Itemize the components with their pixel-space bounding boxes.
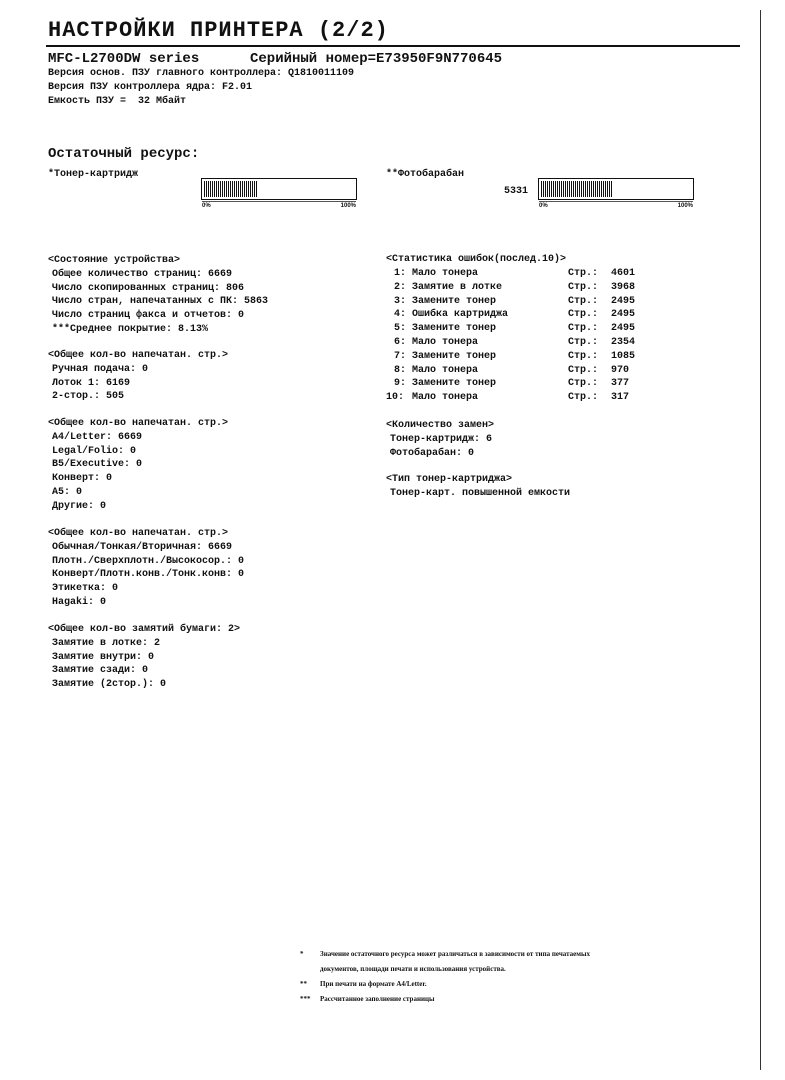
stat-line: Фотобарабан: 0	[390, 447, 475, 459]
stat-line: Тонер-карт. повышенной емкости	[390, 487, 571, 499]
error-name: Замените тонер	[412, 350, 497, 362]
error-name: Замените тонер	[412, 295, 497, 307]
error-name: Мало тонера	[412, 364, 479, 376]
page-label: Стр.:	[568, 378, 599, 390]
footnote-mark: *	[300, 950, 304, 958]
error-index: 7:	[394, 350, 407, 362]
footnote-mark: **	[300, 980, 307, 988]
error-index: 9:	[394, 378, 407, 390]
section-heading: <Общее кол-во замятий бумаги: 2>	[48, 624, 241, 635]
stat-line: Замятие сзади: 0	[52, 665, 149, 677]
stat-line: Тонер-картридж: 6	[390, 433, 493, 445]
model-name: MFC-L2700DW series	[48, 51, 200, 67]
error-page: 2354	[611, 336, 636, 348]
error-page: 1085	[611, 350, 636, 362]
error-page: 970	[611, 364, 630, 376]
error-name: Замятие в лотке	[412, 281, 503, 293]
error-page: 3968	[611, 281, 636, 293]
drum-scale-max: 100%	[677, 203, 693, 209]
printed-by-media-section	[48, 527, 244, 610]
stat-line: Конверт/Плотн.конв./Тонк.конв: 0	[52, 569, 245, 581]
stat-line: Замятие (2стор.): 0	[52, 679, 167, 691]
section-heading: <Состояние устройства>	[48, 255, 181, 266]
page-label: Стр.:	[568, 281, 599, 293]
error-name: Замените тонер	[412, 323, 497, 335]
footnote-mark: ***	[300, 995, 311, 1003]
error-name: Мало тонера	[412, 392, 479, 404]
footnote-text: Рассчитанное заполнение страницы	[320, 995, 435, 1003]
section-heading: <Количество замен>	[386, 420, 495, 431]
page-label: Стр.:	[568, 392, 599, 404]
page-label: Стр.:	[568, 364, 599, 376]
replacements-section	[386, 419, 494, 460]
drum-scale-line	[539, 201, 693, 202]
paper-jams-section	[48, 623, 240, 692]
stat-line: Плотн./Сверхплотн./Высокосор.: 0	[52, 555, 245, 567]
toner-scale-max: 100%	[340, 203, 356, 209]
remaining-heading: Остаточный ресурс:	[48, 146, 200, 162]
error-page: 2495	[611, 309, 636, 321]
error-name: Мало тонера	[412, 336, 479, 348]
error-name: Замените тонер	[412, 378, 497, 390]
title-divider	[46, 45, 740, 47]
page-label: Стр.:	[568, 309, 599, 321]
error-page: 4601	[611, 268, 636, 279]
page-right-edge	[760, 10, 761, 1070]
drum-gauge-fill	[541, 181, 612, 197]
error-page: 317	[611, 392, 630, 404]
device-status-section	[48, 254, 268, 337]
drum-scale-min: 0%	[539, 203, 548, 209]
stat-line: Legal/Folio: 0	[52, 445, 137, 457]
section-heading: <Общее кол-во напечатан. стр.>	[48, 350, 229, 361]
memory-size: Емкость ПЗУ = 32 Мбайт	[48, 96, 187, 107]
page-label: Стр.:	[568, 323, 599, 335]
stat-line: Лоток 1: 6169	[52, 377, 131, 389]
page-label: Стр.:	[568, 336, 599, 348]
page-label: Стр.:	[568, 295, 599, 307]
error-stats-heading: <Статистика ошибок(послед.10)>	[386, 254, 567, 265]
footnote-text: При печати на формате A4/Letter.	[320, 980, 427, 988]
toner-scale-line	[202, 201, 356, 202]
stat-line: ***Среднее покрытие: 8.13%	[52, 323, 209, 335]
error-page: 377	[611, 378, 630, 390]
stat-line: Общее количество страниц: 6669	[52, 268, 233, 280]
section-heading: <Тип тонер-картриджа>	[386, 474, 513, 485]
error-index: 5:	[394, 323, 407, 335]
error-index: 2:	[394, 281, 407, 293]
page-title: НАСТРОЙКИ ПРИНТЕРА (2/2)	[48, 18, 389, 43]
printed-by-size-section	[48, 417, 228, 514]
error-index: 4:	[394, 309, 407, 321]
stat-line: Число стран, напечатанных с ПК: 5863	[52, 296, 269, 308]
toner-type-section	[386, 473, 570, 501]
page-label: Стр.:	[568, 350, 599, 362]
toner-label: *Тонер-картридж	[48, 169, 139, 180]
toner-gauge-fill	[204, 181, 257, 197]
stat-line: Hagaki: 0	[52, 596, 107, 608]
stat-line: Конверт: 0	[52, 473, 113, 485]
stat-line: Замятие внутри: 0	[52, 651, 155, 663]
section-heading: <Общее кол-во напечатан. стр.>	[48, 528, 229, 539]
error-page: 2495	[611, 323, 636, 335]
error-index: 6:	[394, 336, 407, 348]
stat-line: A4/Letter: 6669	[52, 431, 143, 443]
stat-line: Этикетка: 0	[52, 583, 119, 595]
stat-line: Другие: 0	[52, 500, 107, 512]
stat-line: Замятие в лотке: 2	[52, 637, 161, 649]
error-name: Мало тонера	[412, 268, 479, 279]
stat-line: Обычная/Тонкая/Вторичная: 6669	[52, 541, 233, 553]
drum-count: 5331	[504, 186, 529, 197]
serial-number: Серийный номер=E73950F9N770645	[250, 51, 503, 67]
stat-line: Ручная подача: 0	[52, 363, 149, 375]
printed-by-source-section	[48, 349, 228, 404]
footnote-text: Значение остаточного ресурса может различаться в зависимости от типа печатаемых	[320, 950, 590, 958]
stat-line: A5: 0	[52, 486, 83, 498]
footnote-text: документов, площади печати и использования устройства.	[320, 965, 506, 973]
drum-gauge	[538, 178, 694, 209]
page-label: Стр.:	[568, 268, 599, 279]
error-page: 2495	[611, 295, 636, 307]
stat-line: B5/Executive: 0	[52, 459, 143, 471]
error-index: 8:	[394, 364, 407, 376]
error-index: 3:	[394, 295, 407, 307]
error-index: 10:	[386, 392, 405, 404]
drum-label: **Фотобарабан	[386, 169, 465, 180]
error-index: 1:	[394, 268, 407, 279]
stat-line: Число страниц факса и отчетов: 0	[52, 310, 245, 322]
firmware-main: Версия основ. ПЗУ главного контроллера: Q1810011109	[48, 68, 355, 79]
section-heading: <Общее кол-во напечатан. стр.>	[48, 418, 229, 429]
toner-scale-min: 0%	[202, 203, 211, 209]
error-name: Ошибка картриджа	[412, 309, 509, 321]
toner-gauge	[201, 178, 357, 209]
stat-line: 2-стор.: 505	[52, 391, 125, 403]
stat-line: Число скопированных страниц: 806	[52, 282, 245, 294]
firmware-core: Версия ПЗУ контроллера ядра: F2.01	[48, 82, 253, 93]
